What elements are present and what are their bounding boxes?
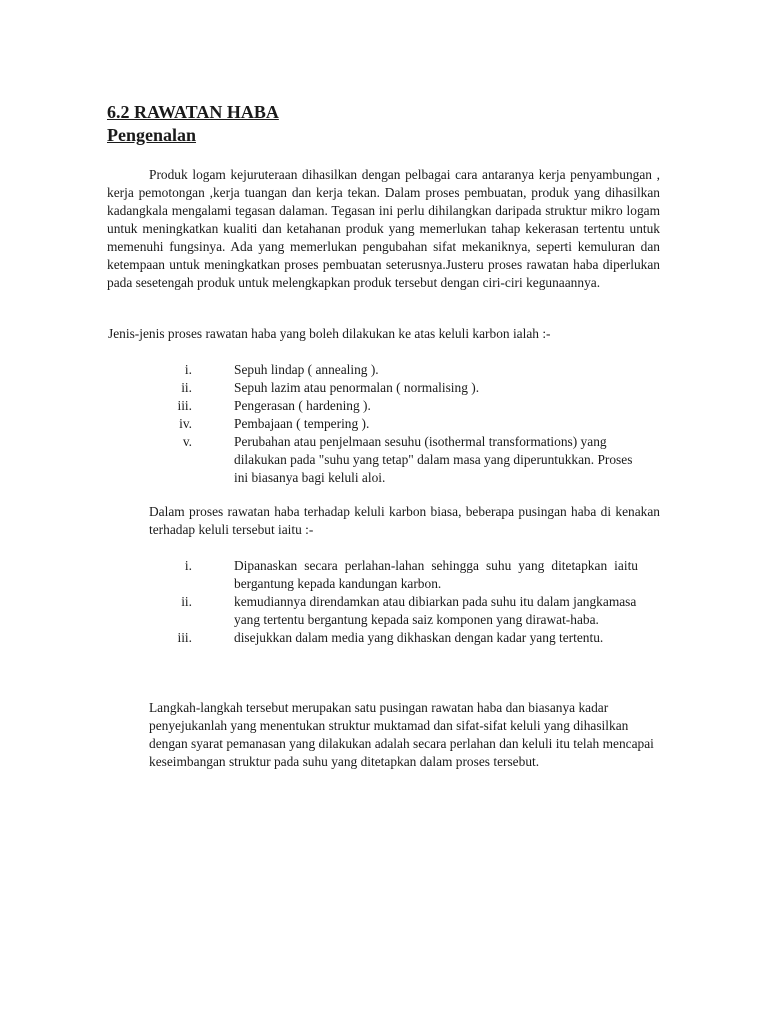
list-item-text: Pembajaan ( tempering ).: [234, 416, 370, 431]
list-item: [148, 397, 648, 415]
list-item-text: Sepuh lazim atau penormalan ( normalising ).: [234, 380, 480, 395]
stages-intro-paragraph: Dalam proses rawatan haba terhadap keluli karbon biasa, beberapa pusingan haba di kenakan terhadap keluli tersebut iaitu :-: [149, 504, 660, 537]
list-item-text: Dipanaskan secara perlahan-lahan sehingga suhu yang ditetapkan iaitu bergantung kepada kandungan karbon.: [234, 558, 638, 591]
closing-paragraph: Langkah-langkah tersebut merupakan satu pusingan rawatan haba dan biasanya kadar penyejukanlah yang menentukan struktur muktamad dan sifat-sifat keluli yang dihasilkan dengan syarat pemanasan yang dilakukan adalah secara perlahan dan keluli itu telah mencapai keseimbangan struktur pada suhu yang ditetapkan dalam proses tersebut.: [149, 700, 654, 769]
list-item-text: Sepuh lindap ( annealing ).: [234, 362, 379, 377]
process-types-list: [148, 361, 648, 487]
list-item-number: iv.: [179, 416, 192, 431]
list-item-number: v.: [182, 434, 192, 449]
list-item-number: iii.: [177, 398, 192, 413]
list-item: [148, 379, 648, 397]
list-item-number: ii.: [181, 594, 192, 609]
heat-cycle-steps-list: [148, 557, 638, 647]
list-item-text: Pengerasan ( hardening ).: [234, 398, 371, 413]
section-subtitle: Pengenalan: [107, 125, 197, 145]
list-item: [148, 629, 638, 647]
list-item-number: i.: [184, 558, 192, 573]
list-item: [148, 557, 638, 593]
list-item-number: ii.: [181, 380, 192, 395]
list-item-text: Perubahan atau penjelmaan sesuhu (isothermal transformations) yang dilakukan pada "suhu yang tetap" dalam masa yang diperuntukkan. Proses ini biasanya bagi keluli aloi.: [234, 434, 633, 485]
intro-paragraph: Produk logam kejuruteraan dihasilkan dengan pelbagai cara antaranya kerja penyambungan , kerja pemotongan ,kerja tuangan dan kerja tekan. Dalam proses pembuatan, produk yang dihasilkan kadangkala mengalami tegasan dalaman. Tegasan ini perlu dihilangkan daripada struktur mikro logam untuk meningkatkan kualiti dan ketahanan produk yang memerlukan tahap kekerasan tertentu untuk memenuhi fungsinya. Ada yang memerlukan pengubahan sifat mekaniknya, seperti kemuluran dan ketempaan untuk meningkatkan proses pembuatan seterusnya.Justeru proses rawatan haba diperlukan pada sesetengah produk untuk melengkapkan produk tersebut dengan ciri-ciri kegunaannya.: [107, 167, 660, 290]
list-item-text: disejukkan dalam media yang dikhaskan dengan kadar yang tertentu.: [234, 630, 604, 645]
list-item-text: kemudiannya direndamkan atau dibiarkan pada suhu itu dalam jangkamasa yang tertentu bergantung kepada saiz komponen yang dirawat-haba.: [234, 594, 637, 627]
list-item: [148, 593, 638, 629]
list-item-number: iii.: [177, 630, 192, 645]
types-intro-paragraph: Jenis-jenis proses rawatan haba yang boleh dilakukan ke atas keluli karbon ialah :-: [108, 326, 551, 341]
section-title: 6.2 RAWATAN HABA: [107, 102, 279, 122]
list-item-number: i.: [184, 362, 192, 377]
list-item: [148, 415, 648, 433]
list-item: [148, 361, 648, 379]
list-item: [148, 433, 648, 487]
